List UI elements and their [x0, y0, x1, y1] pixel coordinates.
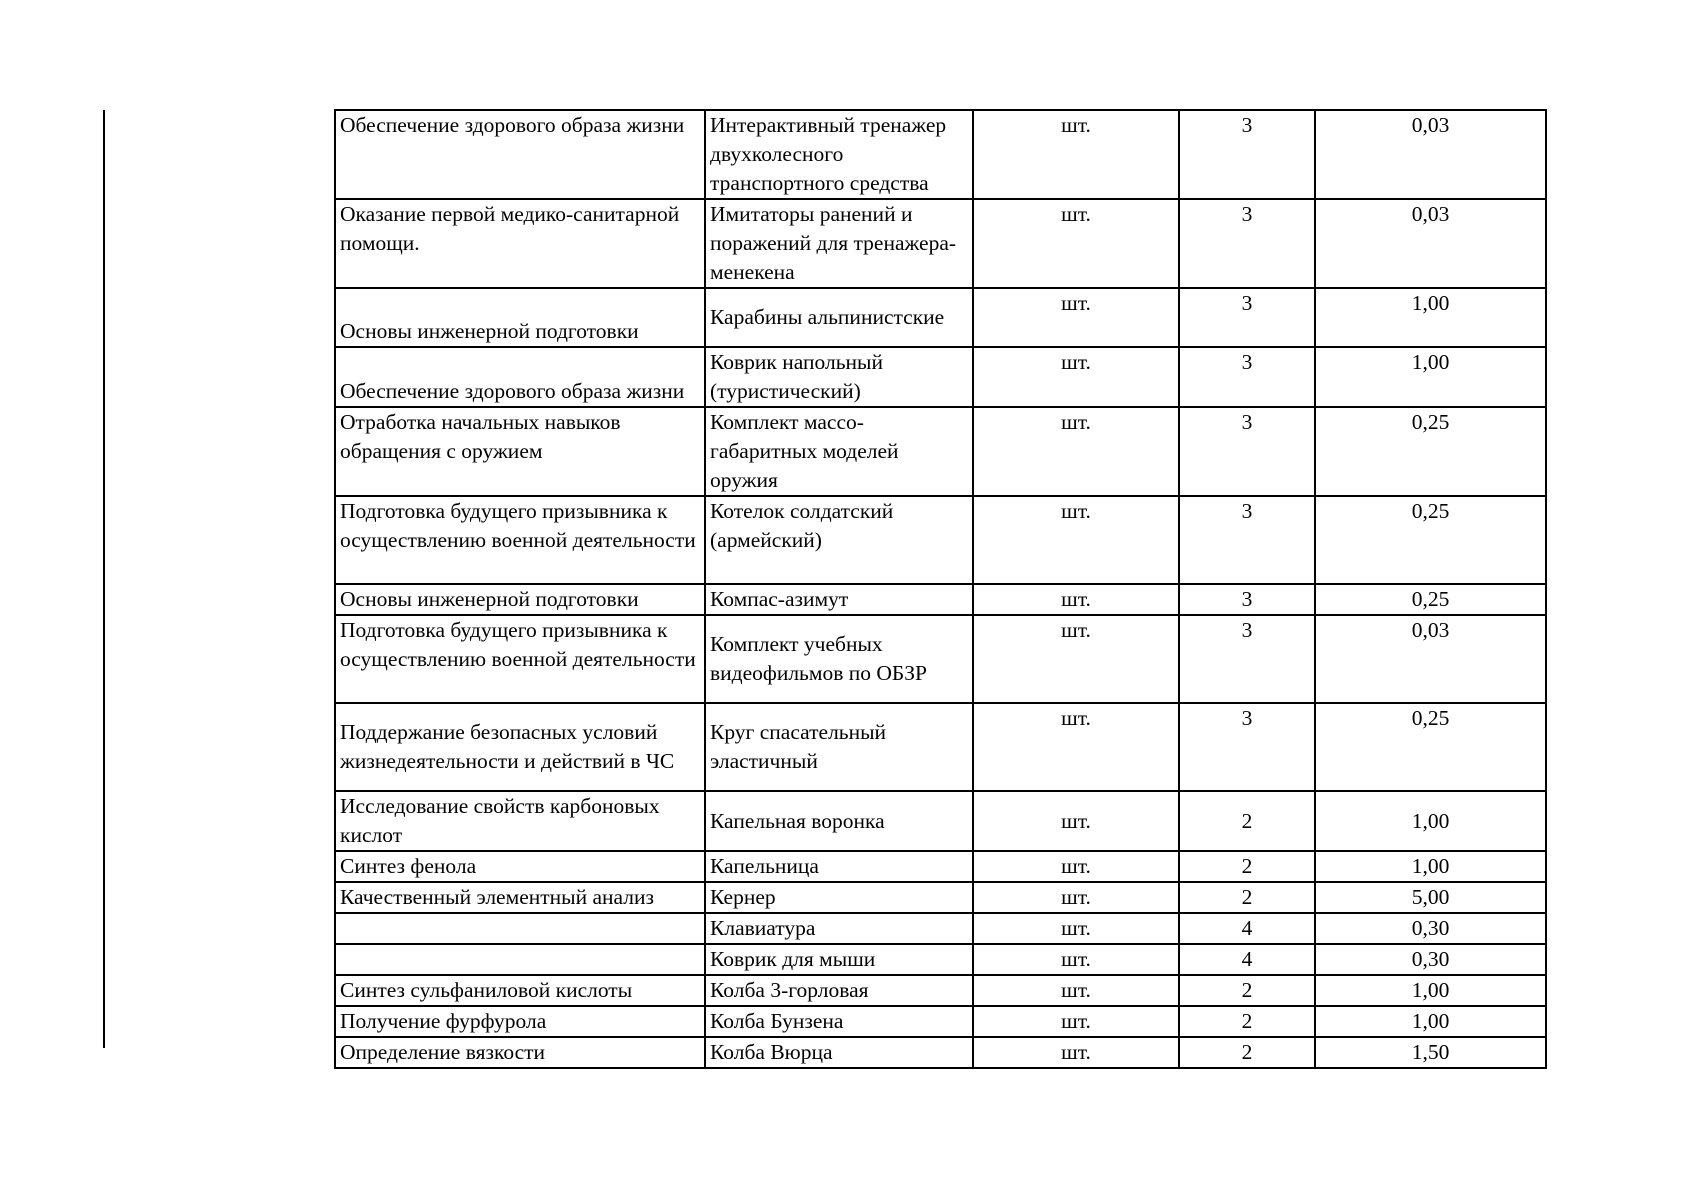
item-cell: Интерактивный тренажер двухколесного транспортного средства	[705, 110, 973, 199]
qty-cell: 3	[1179, 584, 1315, 615]
topic-cell	[335, 913, 705, 944]
qty-cell: 2	[1179, 1037, 1315, 1068]
qty-cell: 3	[1179, 496, 1315, 584]
value-cell: 5,00	[1315, 882, 1546, 913]
unit-cell: шт.	[973, 791, 1179, 851]
topic-cell: Обеспечение здорового образа жизни	[335, 347, 705, 407]
topic-cell: Исследование свойств карбоновых кислот	[335, 791, 705, 851]
value-cell: 0,03	[1315, 199, 1546, 288]
topic-cell: Синтез фенола	[335, 851, 705, 882]
qty-cell: 2	[1179, 851, 1315, 882]
qty-cell: 3	[1179, 347, 1315, 407]
value-cell: 0,30	[1315, 944, 1546, 975]
table-row	[335, 882, 1546, 913]
item-cell: Колба Вюрца	[705, 1037, 973, 1068]
qty-cell: 3	[1179, 288, 1315, 347]
topic-cell: Подготовка будущего призывника к осуществлению военной деятельности	[335, 496, 705, 584]
topic-cell: Качественный элементный анализ	[335, 882, 705, 913]
table-row	[335, 851, 1546, 882]
item-cell: Круг спасательный эластичный	[705, 703, 973, 791]
item-cell: Котелок солдатский (армейский)	[705, 496, 973, 584]
item-cell: Капельница	[705, 851, 973, 882]
table-row	[335, 584, 1546, 615]
unit-cell: шт.	[973, 584, 1179, 615]
unit-cell: шт.	[973, 615, 1179, 703]
table-row	[335, 347, 1546, 407]
value-cell: 1,50	[1315, 1037, 1546, 1068]
item-cell: Коврик для мыши	[705, 944, 973, 975]
equipment-table	[334, 109, 1547, 1069]
table-row	[335, 407, 1546, 496]
qty-cell: 4	[1179, 913, 1315, 944]
value-cell: 1,00	[1315, 288, 1546, 347]
item-cell: Имитаторы ранений и поражений для тренажера-менекена	[705, 199, 973, 288]
qty-cell: 3	[1179, 199, 1315, 288]
topic-cell: Синтез сульфаниловой кислоты	[335, 975, 705, 1006]
item-cell: Клавиатура	[705, 913, 973, 944]
value-cell: 1,00	[1315, 791, 1546, 851]
table-row	[335, 288, 1546, 347]
table-row	[335, 1006, 1546, 1037]
table-row	[335, 615, 1546, 703]
value-cell: 0,03	[1315, 615, 1546, 703]
qty-cell: 3	[1179, 407, 1315, 496]
item-cell: Комплект массо-габаритных моделей оружия	[705, 407, 973, 496]
topic-cell	[335, 944, 705, 975]
unit-cell: шт.	[973, 407, 1179, 496]
value-cell: 0,25	[1315, 703, 1546, 791]
table-row	[335, 110, 1546, 199]
value-cell: 1,00	[1315, 975, 1546, 1006]
page-margin-line	[103, 110, 105, 1048]
unit-cell: шт.	[973, 944, 1179, 975]
topic-cell: Обеспечение здорового образа жизни	[335, 110, 705, 199]
topic-cell: Основы инженерной подготовки	[335, 288, 705, 347]
value-cell: 1,00	[1315, 851, 1546, 882]
value-cell: 0,25	[1315, 584, 1546, 615]
unit-cell: шт.	[973, 851, 1179, 882]
unit-cell: шт.	[973, 347, 1179, 407]
topic-cell: Определение вязкости	[335, 1037, 705, 1068]
unit-cell: шт.	[973, 882, 1179, 913]
value-cell: 1,00	[1315, 347, 1546, 407]
item-cell: Коврик напольный (туристический)	[705, 347, 973, 407]
table-row	[335, 913, 1546, 944]
table-row	[335, 944, 1546, 975]
item-cell: Карабины альпинистские	[705, 288, 973, 347]
unit-cell: шт.	[973, 110, 1179, 199]
item-cell: Комплект учебных видеофильмов по ОБЗР	[705, 615, 973, 703]
qty-cell: 3	[1179, 110, 1315, 199]
item-cell: Кернер	[705, 882, 973, 913]
qty-cell: 2	[1179, 791, 1315, 851]
table-row	[335, 496, 1546, 584]
value-cell: 0,30	[1315, 913, 1546, 944]
qty-cell: 3	[1179, 703, 1315, 791]
qty-cell: 3	[1179, 615, 1315, 703]
table-row	[335, 703, 1546, 791]
value-cell: 0,03	[1315, 110, 1546, 199]
topic-cell: Оказание первой медико-санитарной помощи.	[335, 199, 705, 288]
value-cell: 0,25	[1315, 496, 1546, 584]
qty-cell: 2	[1179, 975, 1315, 1006]
unit-cell: шт.	[973, 199, 1179, 288]
topic-cell: Основы инженерной подготовки	[335, 584, 705, 615]
unit-cell: шт.	[973, 975, 1179, 1006]
item-cell: Капельная воронка	[705, 791, 973, 851]
qty-cell: 2	[1179, 1006, 1315, 1037]
qty-cell: 4	[1179, 944, 1315, 975]
unit-cell: шт.	[973, 1037, 1179, 1068]
table-row	[335, 791, 1546, 851]
topic-cell: Поддержание безопасных условий жизнедеятельности и действий в ЧС	[335, 703, 705, 791]
value-cell: 0,25	[1315, 407, 1546, 496]
item-cell: Компас-азимут	[705, 584, 973, 615]
item-cell: Колба 3-горловая	[705, 975, 973, 1006]
table-row	[335, 1037, 1546, 1068]
item-cell: Колба Бунзена	[705, 1006, 973, 1037]
unit-cell: шт.	[973, 288, 1179, 347]
qty-cell: 2	[1179, 882, 1315, 913]
table-row	[335, 199, 1546, 288]
unit-cell: шт.	[973, 496, 1179, 584]
table-row	[335, 975, 1546, 1006]
value-cell: 1,00	[1315, 1006, 1546, 1037]
unit-cell: шт.	[973, 913, 1179, 944]
topic-cell: Отработка начальных навыков обращения с оружием	[335, 407, 705, 496]
topic-cell: Подготовка будущего призывника к осуществлению военной деятельности	[335, 615, 705, 703]
unit-cell: шт.	[973, 703, 1179, 791]
topic-cell: Получение фурфурола	[335, 1006, 705, 1037]
unit-cell: шт.	[973, 1006, 1179, 1037]
